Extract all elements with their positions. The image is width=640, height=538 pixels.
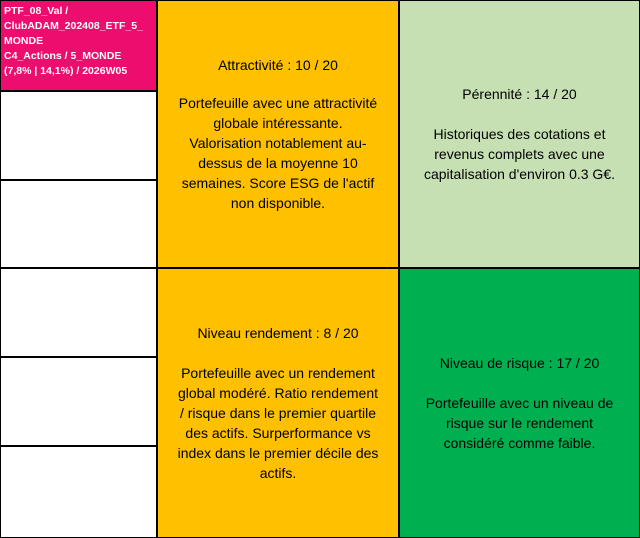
attractivite-body: Portefeuille avec une attractivité globale intéressante. Valorisation notablement au- dessus de la moyenne 10 semaines. Score ESG de l'actif non disponible.	[178, 95, 378, 211]
perennite-panel[interactable]	[399, 0, 640, 268]
empty-cell-4[interactable]	[0, 357, 157, 446]
risque-heading: Niveau de risque : 17 / 20	[439, 355, 600, 371]
empty-cell-1[interactable]	[0, 91, 157, 180]
title-line-1: PTF_08_Val /	[4, 5, 69, 17]
risque-panel[interactable]	[399, 268, 640, 538]
title-line-3: MONDE	[4, 35, 44, 47]
title-line-5: (7,8% | 14,1%) / 2026W05	[4, 65, 128, 77]
title-line-4: C4_Actions / 5_MONDE	[4, 50, 122, 62]
attractivite-panel[interactable]	[157, 0, 399, 268]
rendement-panel[interactable]	[157, 268, 399, 538]
risque-body: Portefeuille avec un niveau de risque sur le rendement considéré comme faible.	[425, 395, 614, 451]
rendement-body: Portefeuille avec un rendement global modéré. Ratio rendement / risque dans le premier quartile des actifs. Surperformance vs index dans le premier décile des actifs.	[177, 365, 379, 481]
rendement-heading: Niveau rendement : 8 / 20	[197, 325, 359, 341]
portfolio-title-cell[interactable]	[0, 0, 157, 91]
attractivite-heading: Attractivité : 10 / 20	[218, 57, 338, 73]
title-line-2: ClubADAM_202408_ETF_5_	[4, 20, 143, 32]
empty-cell-3[interactable]	[0, 268, 157, 357]
perennite-body: Historiques des cotations et revenus complets avec une capitalisation d'environ 0.3 G€.	[423, 126, 615, 182]
empty-cell-5[interactable]	[0, 446, 157, 538]
empty-cell-2[interactable]	[0, 180, 157, 268]
perennite-heading: Pérennité : 14 / 20	[462, 86, 577, 102]
